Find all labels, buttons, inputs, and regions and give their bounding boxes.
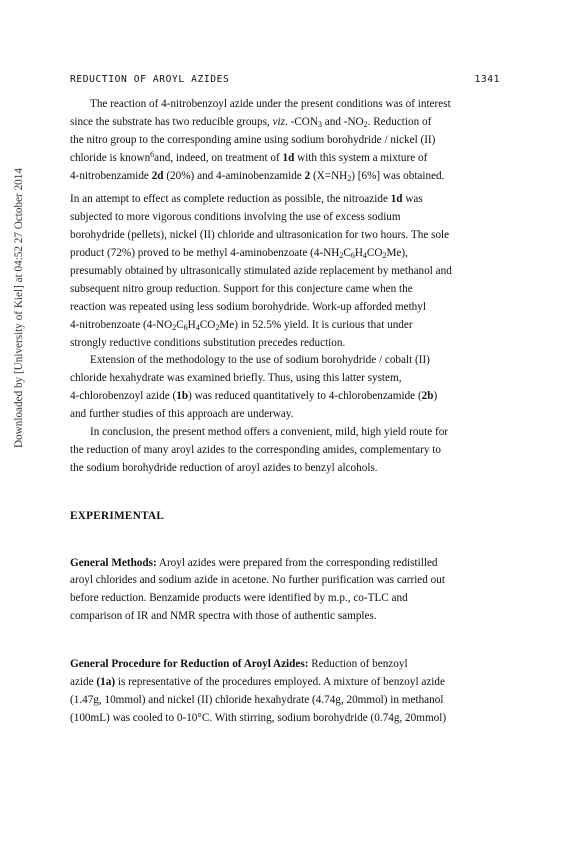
text-run: chloride is known (70, 151, 151, 164)
text-run: since the substrate has two reducible groups, (70, 115, 273, 128)
text-line (70, 114, 502, 132)
text-run: (1.47g, 10mmol) and nickel (II) chloride hexahydrate (4.74g, 20mmol) in methanol (70, 693, 444, 706)
text-run: the sodium borohydride reduction of aroyl azides to benzyl alcohols. (70, 461, 378, 474)
text-line (70, 281, 502, 299)
subscript: 2 (339, 251, 344, 261)
text-run: Reduction of benzoyl (308, 658, 408, 671)
text-line (70, 168, 502, 186)
text-run: was (402, 193, 423, 206)
text-run: ) (433, 390, 438, 403)
italic-run: viz (272, 115, 286, 128)
compound-label: 1d (390, 193, 403, 206)
text-run: 4-nitrobenzamide (70, 169, 152, 182)
text-line (70, 370, 502, 388)
text-line (70, 245, 502, 263)
compound-label: 2b (421, 390, 434, 403)
subscript: 2 (363, 119, 368, 129)
subscript: 4 (362, 251, 367, 261)
text-line (70, 388, 502, 406)
text-run: product (72%) proved to be methyl 4-aminobenzoate (4-NH (70, 247, 340, 260)
text-run: H (354, 247, 363, 260)
text-run: C (176, 318, 184, 331)
text-line (70, 96, 502, 114)
text-run: the reduction of many aroyl azides to the corresponding amides, complementary to (70, 443, 441, 456)
text-run: CO (199, 318, 216, 331)
text-line (70, 406, 502, 424)
text-line (70, 352, 502, 370)
text-run: reaction was repeated using less sodium borohydride. Work-up afforded methyl (70, 300, 426, 313)
download-watermark: Downloaded by [University of Kiel] at 04:52 27 October 2014 (13, 168, 25, 448)
text-run: 4-nitrobenzoate (4-NO (70, 318, 173, 331)
text-run: 4-chlorobenzoyl azide ( (70, 390, 177, 403)
compound-label: 2d (151, 169, 164, 182)
text-run: is representative of the procedures employed. A mixture of benzoyl azide (115, 676, 445, 689)
subscript: 2 (382, 251, 387, 261)
text-run: ) was reduced quantitatively to 4-chlorobenzamide ( (188, 390, 422, 403)
text-run: and further studies of this approach are underway. (70, 408, 294, 421)
text-run: subjected to more vigorous conditions involving the use of excess sodium (70, 211, 401, 224)
text-run: (20%) and 4-aminobenzamide (163, 169, 305, 182)
text-line (70, 442, 502, 460)
running-head (70, 74, 500, 85)
text-run: The reaction of 4-nitrobenzoyl azide under the present conditions was of interest (90, 98, 451, 110)
paragraph-4 (70, 424, 502, 478)
text-line (70, 191, 502, 209)
paragraph-3 (70, 352, 502, 424)
paragraph-label: General Methods: (70, 556, 157, 569)
subscript: 2 (172, 322, 177, 332)
text-run: (100mL) was cooled to 0-10°C. With stirring, sodium borohydride (0.74g, 20mmol) (70, 711, 447, 724)
compound-label: 2 (304, 169, 311, 182)
text-run: and -NO (321, 115, 364, 128)
text-run: Me), (386, 247, 408, 260)
text-line (70, 555, 502, 573)
text-line (70, 335, 502, 353)
subscript: 6 (350, 251, 355, 261)
text-run: azide (70, 676, 97, 689)
text-run: and, indeed, on treatment of (154, 151, 283, 164)
text-run: (X=NH (310, 169, 348, 182)
text-line (70, 317, 502, 335)
subscript: 3 (317, 119, 322, 129)
text-run: CO (366, 247, 383, 260)
text-line (70, 132, 502, 150)
text-run: . Reduction of (367, 115, 432, 128)
text-run: C (343, 247, 351, 260)
text-line (70, 299, 502, 317)
text-line (70, 227, 502, 245)
subscript: 2 (347, 173, 352, 183)
text-line (70, 590, 502, 608)
text-run: Extension of the methodology to the use of sodium borohydride / cobalt (II) (90, 354, 430, 367)
text-run: Me) in 52.5% yield. It is curious that under (219, 318, 413, 331)
text-run: . -CON (285, 115, 318, 128)
paragraph-label: General Procedure for Reduction of Aroyl Azides: (70, 658, 309, 671)
text-line (70, 263, 502, 281)
general-procedure-paragraph (70, 656, 502, 728)
text-line (70, 656, 502, 674)
text-line (70, 460, 502, 478)
compound-label: (1a) (96, 676, 116, 689)
text-run: comparison of IR and NMR spectra with those of authentic samples. (70, 610, 377, 623)
text-run: borohydride (pellets), nickel (II) chloride and ultrasonication for two hours. The sole (70, 229, 450, 242)
text-line (70, 710, 502, 728)
text-run: the nitro group to the corresponding amine using sodium borohydride / nickel (II) (70, 133, 436, 146)
body-text (70, 96, 502, 728)
text-run: strongly reductive conditions substitution precedes reduction. (70, 336, 346, 349)
text-run: subsequent nitro group reduction. Support for this conjecture came when the (70, 282, 413, 295)
text-run: aroyl chlorides and sodium azide in acetone. No further purification was carried out (70, 574, 445, 587)
text-run: with this system a mixture of (294, 151, 428, 164)
text-line (70, 572, 502, 590)
reference-superscript: 6 (150, 149, 155, 159)
text-line (70, 424, 502, 442)
general-methods-paragraph (70, 555, 502, 627)
text-line (70, 608, 502, 626)
section-heading-experimental: EXPERIMENTAL (70, 509, 165, 522)
text-run: presumably obtained by ultrasonically stimulated azide replacement by methanol and (70, 265, 452, 278)
text-run: before reduction. Benzamide products were identified by m.p., co-TLC and (70, 592, 408, 605)
subscript: 6 (183, 322, 188, 332)
text-line (70, 674, 502, 692)
text-run: chloride hexahydrate was examined briefly. Thus, using this latter system, (70, 372, 402, 385)
text-run: In conclusion, the present method offers a convenient, mild, high yield route for (90, 426, 449, 439)
subscript: 2 (215, 322, 220, 332)
text-run: In an attempt to effect as complete reduction as possible, the nitroazide (70, 193, 391, 206)
compound-label: 1d (282, 151, 295, 164)
running-title: REDUCTION OF AROYL AZIDES (70, 74, 230, 85)
subscript: 4 (195, 322, 200, 332)
compound-label: 1b (176, 390, 189, 403)
text-line (70, 692, 502, 710)
text-line (70, 150, 502, 168)
text-run: H (187, 318, 196, 331)
text-run: Aroyl azides were prepared from the corresponding redistilled (156, 556, 438, 569)
paragraph-2 (70, 191, 502, 352)
page-number: 1341 (474, 74, 500, 85)
paragraph-1 (70, 96, 502, 185)
text-line (70, 209, 502, 227)
text-run: ) [6%] was obtained. (351, 169, 445, 182)
